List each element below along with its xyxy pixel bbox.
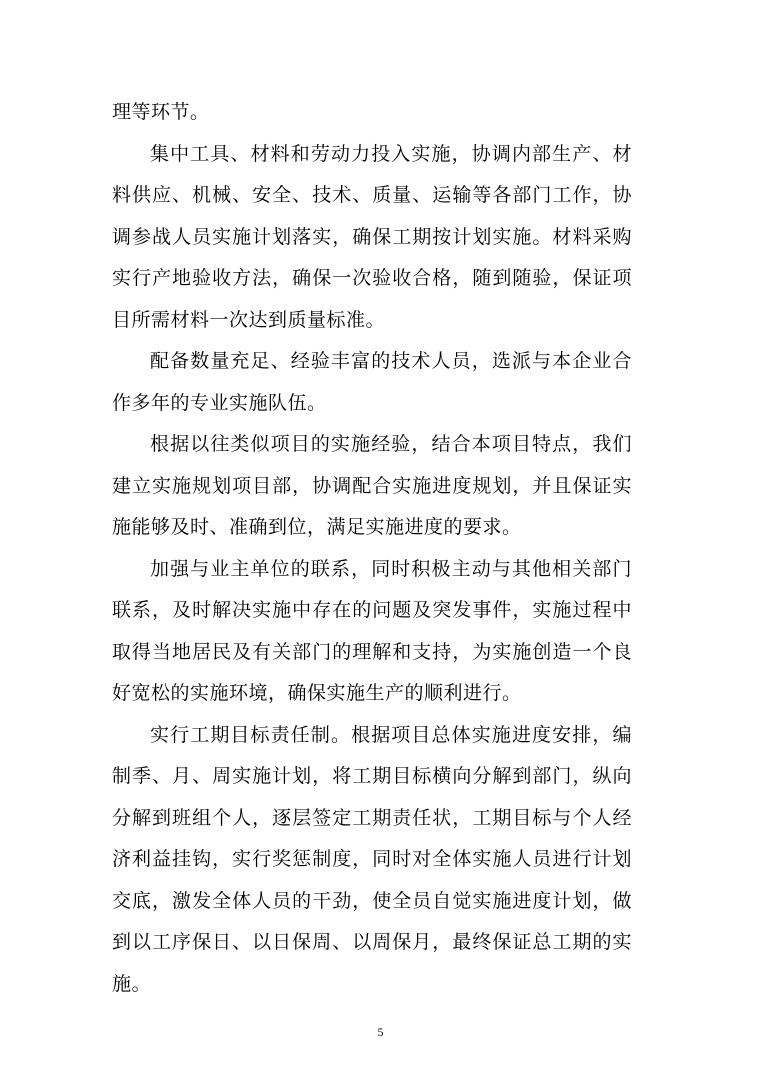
paragraph-liaison: 加强与业主单位的联系，同时积极主动与其他相关部门联系，及时解决实施中存在的问题及突发事件，实施过程中取得当地居民及有关部门的理解和支持，为实施创造一个良好宽松的实施环境，确保实施生产的顺利进行。 <box>112 557 632 704</box>
paragraph-continuation: 理等环节。 <box>112 101 210 123</box>
paragraph-staffing: 配备数量充足、经验丰富的技术人员，选派与本企业合作多年的专业实施队伍。 <box>112 350 632 414</box>
body-text <box>112 92 632 1005</box>
page-number: 5 <box>377 1025 384 1039</box>
paragraph-project-department: 根据以往类似项目的实施经验，结合本项目特点，我们建立实施规划项目部，协调配合实施进度规划，并且保证实施能够及时、准确到位，满足实施进度的要求。 <box>112 433 632 538</box>
paragraph-schedule-responsibility: 实行工期目标责任制。根据项目总体实施进度安排，编制季、月、周实施计划，将工期目标横向分解到部门，纵向分解到班组个人，逐层签定工期责任状，工期目标与个人经济利益挂钩，实行奖惩制度，同时对全体实施人员进行计划交底，激发全体人员的干劲，使全员自觉实施进度计划，做到以工序保日、以日保周、以周保月，最终保证总工期的实施。 <box>112 723 632 995</box>
paragraph-resource-coordination: 集中工具、材料和劳动力投入实施，协调内部生产、材料供应、机械、安全、技术、质量、运输等各部门工作，协调参战人员实施计划落实，确保工期按计划实施。材料采购实行产地验收方法，确保一次验收合格，随到随验，保证项目所需材料一次达到质量标准。 <box>112 142 632 331</box>
